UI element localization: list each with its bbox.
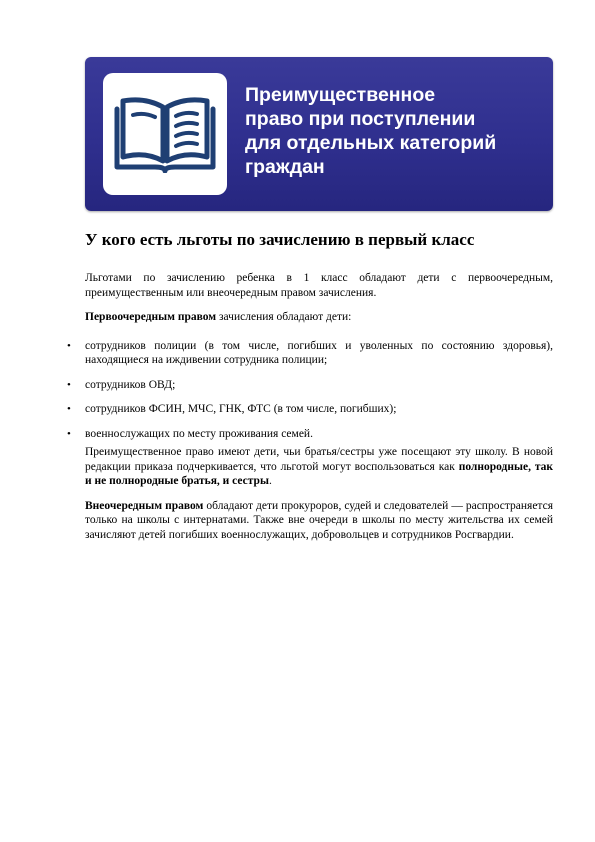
list-item-text: сотрудников ОВД; — [85, 378, 176, 391]
preferential-bold: полнородные, так и не полнородные братья, и сестры — [85, 460, 553, 487]
preferential-end: . — [268, 475, 272, 487]
banner-title-line: Преимущественное — [245, 84, 436, 106]
out-of-turn-label: Внеочередным правом — [85, 499, 204, 512]
banner-title-line: право при поступлении — [245, 108, 476, 130]
list-item-text: сотрудников полиции (в том числе, погибших и уволенных по состоянию здоровья), находящиеся на иждивении сотрудника полиции; — [85, 339, 553, 366]
bullet-icon: • — [67, 378, 71, 391]
banner-title — [245, 83, 545, 179]
open-book-icon — [113, 95, 217, 173]
banner-title-line: для отдельных категорий — [245, 132, 497, 154]
first-priority-text: зачисления обладают дети: — [216, 311, 352, 323]
list-item — [67, 402, 553, 417]
first-priority-label: Первоочередным правом — [85, 311, 217, 323]
out-of-turn-paragraph — [85, 499, 553, 543]
first-priority-paragraph — [85, 310, 553, 325]
document-body — [67, 271, 553, 542]
list-item — [67, 378, 553, 393]
list-item — [67, 339, 553, 368]
preferential-text: Преимущественное право имеют дети, чьи братья/сестры уже посещают эту школу. В новой редакции приказа подчеркивается, что льготой могут воспользоваться как — [85, 446, 553, 473]
section-heading: У кого есть льготы по зачислению в первый класс — [85, 230, 475, 249]
out-of-turn-text: обладают дети прокуроров, судей и следователей — распространяется только на школы с интернатами. Также вне очереди в школы по месту жительства их семей зачисляют детей погибших военнослужащих, добровольцев и сотрудников Росгвардии. — [85, 499, 553, 541]
list-item-text: военнослужащих по месту проживания семей. — [85, 427, 313, 440]
list-item-text: сотрудников ФСИН, МЧС, ГНК, ФТС (в том числе, погибших); — [85, 403, 397, 415]
bullet-icon: • — [67, 403, 71, 415]
bullet-icon: • — [67, 427, 71, 440]
preferential-paragraph — [85, 445, 553, 489]
beneficiaries-list — [67, 339, 553, 442]
book-icon-tile — [103, 73, 227, 195]
header-banner — [85, 57, 553, 211]
banner-title-line: граждан — [245, 156, 325, 178]
bullet-icon: • — [67, 339, 71, 352]
list-item — [67, 427, 553, 442]
intro-paragraph: Льготами по зачислению ребенка в 1 класс обладают дети с первоочередным, преимущественным или внеочередным правом зачисления. — [85, 272, 553, 299]
